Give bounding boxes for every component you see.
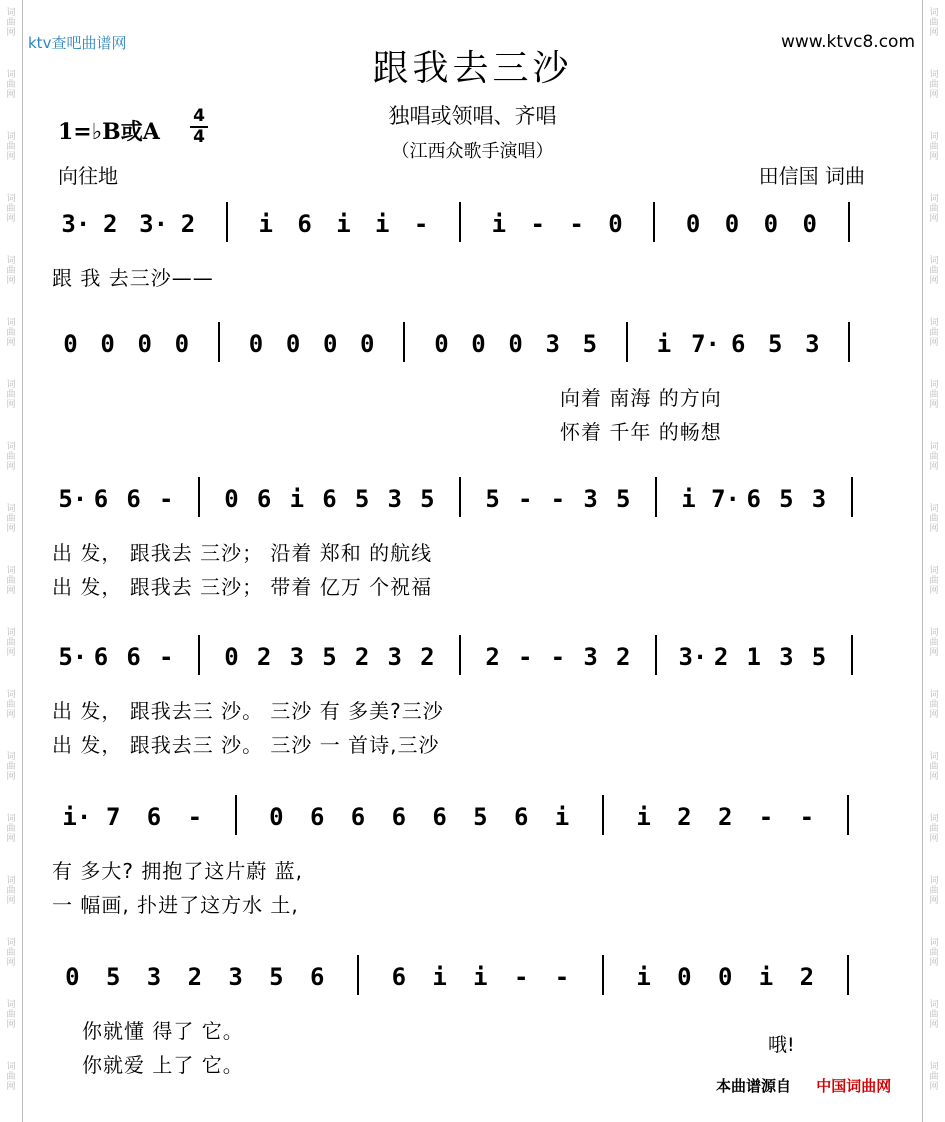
note: 0 [224, 485, 239, 513]
song-subtitle: 独唱或领唱、齐唱 [388, 104, 557, 128]
bar-line [655, 477, 657, 517]
time-signature [190, 107, 208, 147]
bar-line [851, 635, 853, 675]
note: 3· [139, 210, 169, 238]
watermark-text: 词 曲 网 [929, 8, 939, 38]
note: 3 [289, 643, 305, 671]
note: 0 [434, 330, 449, 358]
bar-line [851, 477, 853, 517]
note: 0 [802, 210, 817, 238]
note: 6 [309, 963, 325, 991]
note: - [550, 643, 566, 671]
watermark-text: 词 曲 网 [6, 566, 16, 596]
note: 0 [224, 643, 239, 671]
bar-line [198, 477, 200, 517]
credits: 田信国 词曲 [758, 164, 865, 188]
note: 2 [420, 643, 435, 671]
note: 0 [285, 330, 301, 358]
note: i [636, 963, 651, 991]
note: 2 [187, 963, 203, 991]
note: 0 [763, 210, 779, 238]
note: i [681, 485, 696, 513]
note: 3 [583, 485, 598, 513]
bar-line [602, 795, 604, 835]
note: 6 [93, 643, 109, 671]
watermark-text: 词 曲 网 [929, 318, 939, 348]
note: 2 [615, 643, 631, 671]
lyrics-verse-1: 出 发， 跟我去 三沙； 沿着 郑和 的航线 [52, 541, 433, 565]
bar-line [848, 322, 850, 362]
bar-line [848, 202, 850, 242]
note: i [258, 210, 273, 238]
watermark-text: 词 曲 网 [6, 256, 16, 286]
bar-line [626, 322, 628, 362]
tempo-marking: 向往地 [58, 164, 118, 188]
watermark-text: 词 曲 网 [6, 814, 16, 844]
bar-line [459, 635, 461, 675]
note: 0 [63, 330, 78, 358]
note: 5 [105, 963, 121, 991]
watermark-text: 词 曲 网 [6, 504, 16, 534]
note: 5 [779, 485, 794, 513]
note: 3 [545, 330, 560, 358]
note: 1 [746, 643, 761, 671]
note: i· [62, 803, 92, 831]
site-url-right[interactable]: www.ktvc8.com [781, 32, 915, 52]
watermark-text: 词 曲 网 [6, 132, 16, 162]
note: 6 [513, 803, 529, 831]
watermark-text: 词 曲 网 [929, 628, 939, 658]
note: 2 [256, 643, 272, 671]
watermark-text: 词 曲 网 [929, 690, 939, 720]
note: 0 [137, 330, 152, 358]
watermark-text: 词 曲 网 [929, 566, 939, 596]
watermark-text: 词 曲 网 [929, 876, 939, 906]
note: 0 [100, 330, 115, 358]
note: 3 [146, 963, 162, 991]
bar-line [653, 202, 655, 242]
note: 0 [608, 210, 623, 238]
bar-line [218, 322, 220, 362]
footer-source-brand[interactable]: 中国词曲网 [816, 1077, 892, 1095]
note: 6 [309, 803, 325, 831]
note: 2 [354, 643, 370, 671]
note: 6 [256, 485, 272, 513]
note: 3 [387, 485, 402, 513]
watermark-text: 词 曲 网 [929, 132, 939, 162]
note: - [530, 210, 545, 238]
bar-line [602, 955, 604, 995]
note: 5 [322, 643, 337, 671]
note: 6 [432, 803, 447, 831]
watermark-text: 词 曲 网 [929, 380, 939, 410]
watermark-text: 词 曲 网 [929, 194, 939, 224]
note: 5 [582, 330, 598, 358]
note: 5 [485, 485, 500, 513]
note: 5· [58, 643, 88, 671]
note: 3· [61, 210, 91, 238]
bar-line [847, 955, 849, 995]
note: 6 [297, 210, 312, 238]
lyrics-verse-2: 你就爱 上了 它。 [82, 1053, 244, 1077]
watermark-text: 词 曲 网 [929, 814, 939, 844]
time-signature-bottom: 4 [190, 126, 208, 147]
note: 6 [126, 485, 141, 513]
note: i [432, 963, 447, 991]
note: 0 [360, 330, 375, 358]
watermark-text: 词 曲 网 [6, 1062, 16, 1092]
note: 0 [717, 963, 733, 991]
note: 5 [811, 643, 827, 671]
lyrics-verse-1: 有 多大? 拥抱了这片蔚 蓝, [52, 859, 304, 883]
note: 2 [717, 803, 733, 831]
note: 5 [473, 803, 488, 831]
note: 6 [746, 485, 761, 513]
note: 3 [805, 330, 820, 358]
note: 6 [391, 803, 407, 831]
watermark-text: 词 曲 网 [6, 938, 16, 968]
bar-line [226, 202, 228, 242]
note: - [758, 803, 774, 831]
note: 3· [678, 643, 708, 671]
note: 3 [228, 963, 243, 991]
note: - [518, 485, 533, 513]
note: - [550, 485, 566, 513]
note: i [375, 210, 390, 238]
lyrics-verse-2: 怀着 千年 的畅想 [560, 420, 722, 444]
note: i [758, 963, 774, 991]
note: 0 [685, 210, 701, 238]
note: 2 [677, 803, 692, 831]
note: - [187, 803, 203, 831]
note: 0 [322, 330, 338, 358]
note: 2 [485, 643, 500, 671]
note: 6 [391, 963, 407, 991]
watermark-text: 词 曲 网 [6, 8, 16, 38]
footer-source-label: 本曲谱源自 [716, 1077, 792, 1095]
watermark-text: 词 曲 网 [929, 504, 939, 534]
key-signature: 1=♭B或A [58, 119, 160, 145]
watermark-text: 词 曲 网 [6, 690, 16, 720]
note: i [473, 963, 488, 991]
note: - [554, 963, 570, 991]
lyrics-verse-1: 跟 我 去三沙—— [52, 266, 214, 290]
note: 7· [711, 485, 741, 513]
note: 5 [354, 485, 370, 513]
note: 6 [350, 803, 366, 831]
bar-line [357, 955, 359, 995]
lyrics-verse-1: 出 发， 跟我去三 沙。 三沙 有 多美?三沙 [52, 699, 444, 723]
watermark-text: 词 曲 网 [929, 938, 939, 968]
note: - [799, 803, 815, 831]
bar-line [459, 477, 461, 517]
note: 3 [583, 643, 598, 671]
bar-line [847, 795, 849, 835]
ending-exclamation: 哦! [768, 1034, 795, 1056]
watermark-text: 词 曲 网 [6, 318, 16, 348]
watermark-text: 词 曲 网 [6, 1000, 16, 1030]
note: 0 [471, 330, 486, 358]
lyrics-verse-2: 一 幅画, 扑进了这方水 土, [52, 893, 299, 917]
note: i [336, 210, 351, 238]
watermark-text: 词 曲 网 [929, 1062, 939, 1092]
note: 6 [126, 643, 141, 671]
note: 6 [730, 330, 746, 358]
note: - [159, 485, 174, 513]
bar-line [459, 202, 461, 242]
watermark-text: 词 曲 网 [6, 70, 16, 100]
song-performer: （江西众歌手演唱） [391, 141, 554, 162]
note: 0 [174, 330, 190, 358]
watermark-text: 词 曲 网 [929, 1000, 939, 1030]
bar-line [198, 635, 200, 675]
site-label-left[interactable]: ktv查吧曲谱网 [28, 34, 127, 52]
note: 0 [677, 963, 692, 991]
note: 7 [105, 803, 121, 831]
time-signature-top: 4 [193, 106, 205, 126]
watermark-text: 词 曲 网 [6, 628, 16, 658]
note: 3 [387, 643, 402, 671]
note: 2 [180, 210, 196, 238]
note: 5· [58, 485, 88, 513]
note: i [491, 210, 507, 238]
watermark-text: 词 曲 网 [6, 194, 16, 224]
watermark-text: 词 曲 网 [6, 752, 16, 782]
note: 2 [103, 210, 118, 238]
note: 2 [713, 643, 729, 671]
lyrics-verse-2: 出 发， 跟我去 三沙； 带着 亿万 个祝福 [52, 575, 433, 599]
footer-source [716, 1075, 891, 1096]
note: 6 [146, 803, 162, 831]
note: - [159, 643, 174, 671]
note: i [289, 485, 305, 513]
note: 0 [724, 210, 740, 238]
note: 6 [93, 485, 109, 513]
watermark-text: 词 曲 网 [929, 752, 939, 782]
note: - [413, 210, 429, 238]
note: 0 [65, 963, 80, 991]
watermark-text: 词 曲 网 [6, 380, 16, 410]
note: 7· [691, 330, 720, 358]
note: 3 [779, 643, 794, 671]
note: i [656, 330, 672, 358]
bar-line [403, 322, 405, 362]
watermark-text: 词 曲 网 [929, 442, 939, 472]
note: - [569, 210, 584, 238]
note: 5 [615, 485, 631, 513]
watermark-text: 词 曲 网 [6, 876, 16, 906]
lyrics-verse-1: 向着 南海 的方向 [560, 386, 722, 410]
note: i [554, 803, 570, 831]
note: 0 [248, 330, 264, 358]
lyrics-verse-1: 你就懂 得了 它。 [82, 1019, 244, 1043]
watermark-text: 词 曲 网 [929, 256, 939, 286]
bar-line [655, 635, 657, 675]
watermark-text: 词 曲 网 [929, 70, 939, 100]
bar-line [235, 795, 237, 835]
note: i [636, 803, 651, 831]
note: 3 [811, 485, 827, 513]
note: 0 [269, 803, 284, 831]
note: 5 [768, 330, 783, 358]
watermark-text: 词 曲 网 [6, 442, 16, 472]
note: - [518, 643, 533, 671]
note: - [513, 963, 529, 991]
note: 6 [322, 485, 337, 513]
note: 5 [420, 485, 435, 513]
note: 5 [269, 963, 284, 991]
lyrics-verse-2: 出 发， 跟我去三 沙。 三沙 一 首诗,三沙 [52, 733, 440, 757]
note: 2 [799, 963, 815, 991]
note: 0 [508, 330, 523, 358]
song-title: 跟我去三沙 [372, 48, 573, 89]
